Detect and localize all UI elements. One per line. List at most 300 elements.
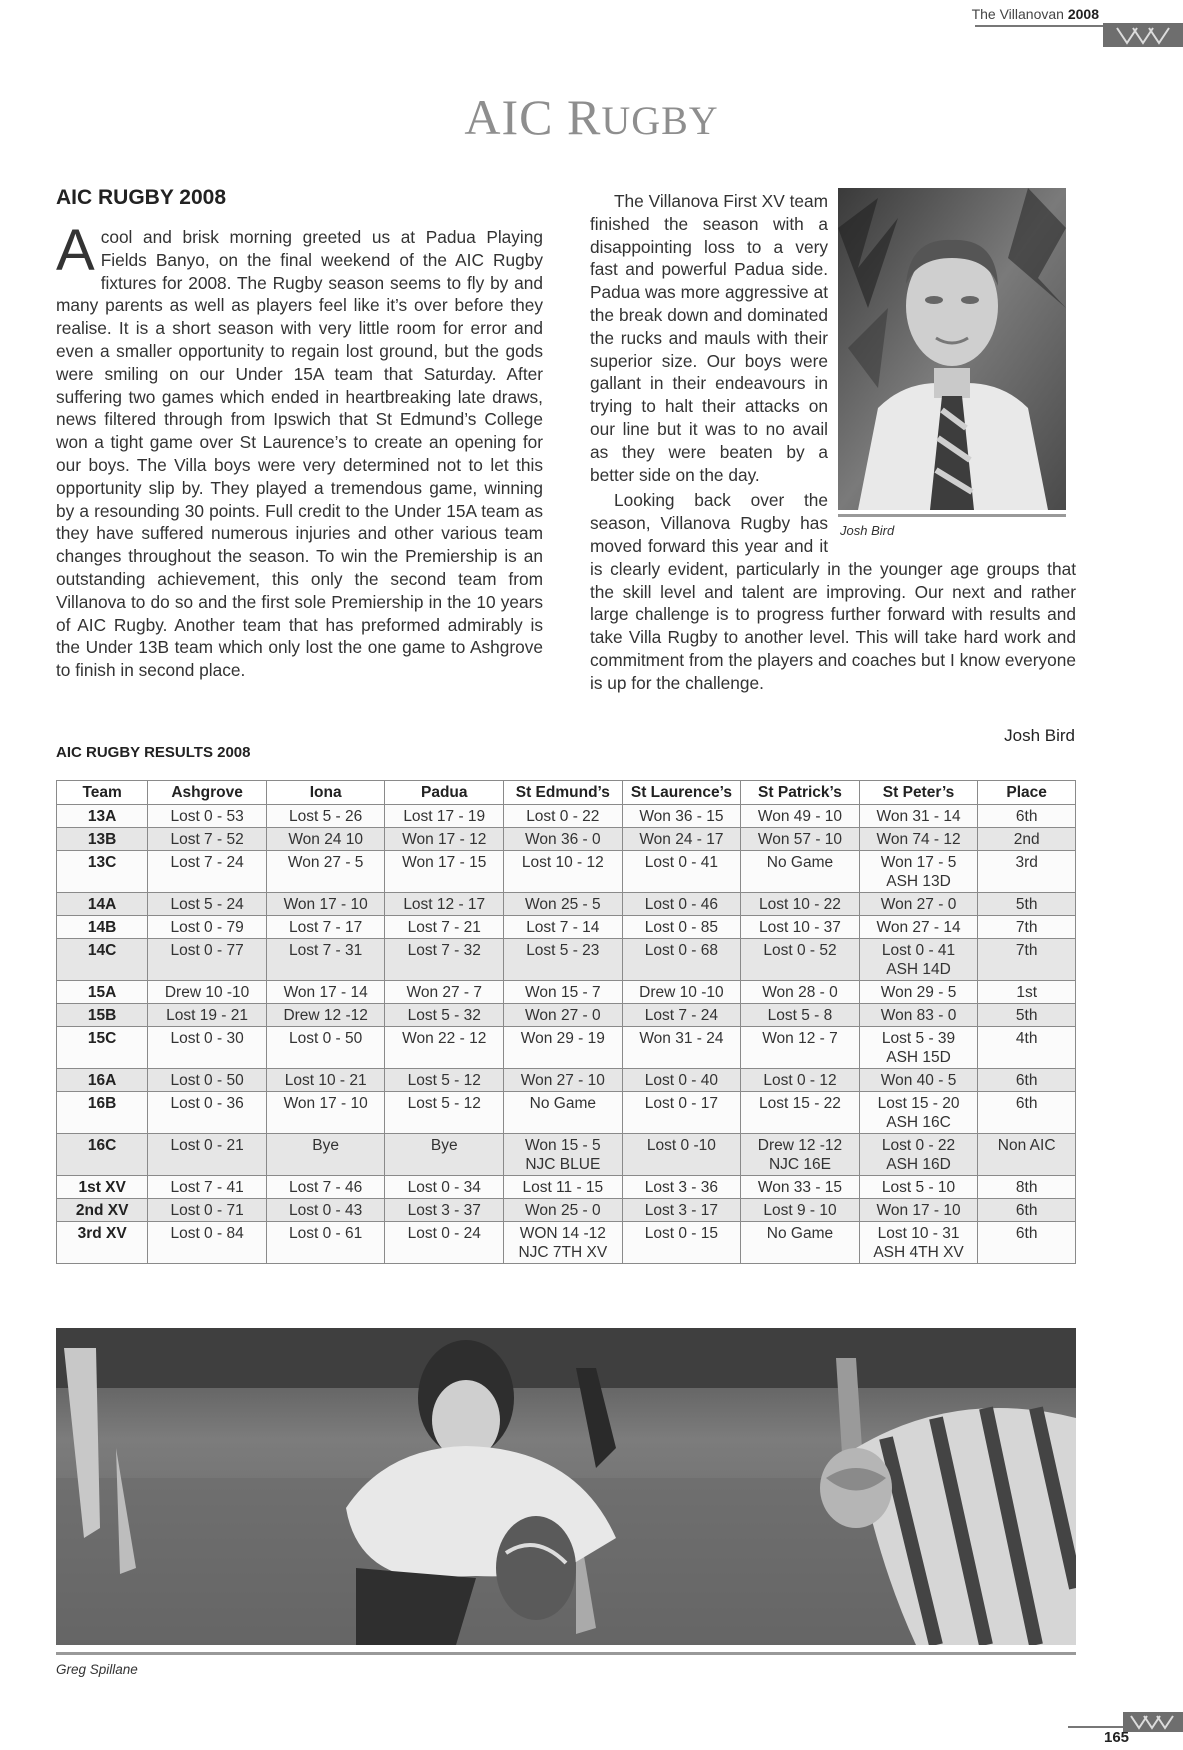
column-header: Padua	[385, 781, 504, 805]
cell-text: 15C	[87, 1030, 117, 1047]
column-header: St Edmund’s	[504, 781, 623, 805]
cell-text: Won 24 10	[288, 831, 363, 848]
title-part-aic: AIC	[464, 89, 567, 145]
results-row	[57, 1199, 1076, 1222]
cell-text: Won 29 - 19	[520, 1030, 605, 1047]
cell-text: Won 22 - 12	[402, 1030, 487, 1047]
cell-text: 7th	[1015, 919, 1038, 936]
cell-text: Won 36 - 15	[639, 808, 724, 825]
column-header: St Patrick’s	[741, 781, 860, 805]
cell-text: 2nd XV	[75, 1202, 129, 1219]
cell-text: Lost 0 - 15	[644, 1225, 719, 1242]
result-cell	[622, 1222, 741, 1264]
publication-year: 2008	[1067, 6, 1099, 22]
cell-text: Won 28 - 0	[762, 984, 838, 1001]
result-cell	[504, 939, 623, 981]
result-cell	[504, 893, 623, 916]
result-cell	[385, 1027, 504, 1069]
cell-text: Lost 0 - 50	[289, 1030, 363, 1047]
place-cell	[978, 1092, 1076, 1134]
drop-cap: A	[56, 218, 95, 283]
result-cell	[504, 805, 623, 828]
cell-text: Won 17 - 12	[402, 831, 487, 848]
result-cell	[622, 1027, 741, 1069]
result-cell	[148, 851, 267, 893]
results-row	[57, 1069, 1076, 1092]
cell-text: 1st XV	[78, 1179, 126, 1196]
results-row	[57, 916, 1076, 939]
result-cell	[859, 828, 978, 851]
cell-text: 13B	[87, 831, 117, 848]
result-cell	[266, 805, 385, 828]
result-cell	[859, 805, 978, 828]
place-cell	[978, 1176, 1076, 1199]
result-cell	[741, 1092, 860, 1134]
cell-text: Lost 0 - 61	[289, 1225, 363, 1242]
page-title	[0, 88, 1183, 146]
josh-bird-portrait	[838, 188, 1066, 510]
cell-text: Won 36 - 0	[525, 831, 601, 848]
cell-text: Won 17 - 10	[283, 896, 368, 913]
result-cell	[504, 981, 623, 1004]
cell-text: 15A	[87, 984, 117, 1001]
result-cell	[741, 851, 860, 893]
publication-name: The Villanovan	[971, 6, 1064, 22]
cell-text: Lost 5 - 12	[407, 1095, 481, 1112]
result-cell	[622, 851, 741, 893]
cell-text: Lost 0 - 41	[881, 942, 956, 959]
cell-text: Lost 0 - 21	[170, 1137, 244, 1154]
results-row	[57, 1134, 1076, 1176]
result-cell	[148, 1027, 267, 1069]
cell-text: Won 29 - 5	[880, 984, 957, 1001]
column-header: St Laurence’s	[622, 781, 741, 805]
result-cell	[622, 828, 741, 851]
cell-text: 13C	[87, 854, 117, 871]
place-cell	[978, 1027, 1076, 1069]
cell-text: Drew 10 -10	[164, 984, 250, 1001]
cell-text: Lost 0 - 17	[644, 1095, 719, 1112]
cell-text: Won 27 - 0	[525, 1007, 601, 1024]
cell-text: Lost 0 - 79	[170, 919, 244, 936]
place-cell	[978, 939, 1076, 981]
result-cell	[385, 1069, 504, 1092]
result-cell	[741, 1069, 860, 1092]
result-cell	[385, 805, 504, 828]
portrait-figure	[838, 188, 1076, 538]
result-cell	[741, 1027, 860, 1069]
result-cell	[622, 1176, 741, 1199]
column-header: Place	[978, 781, 1076, 805]
cell-text: Bye	[430, 1137, 458, 1154]
results-body	[57, 805, 1076, 1264]
cell-text: Lost 7 - 41	[170, 1179, 244, 1196]
cell-text: Lost 7 - 52	[170, 831, 244, 848]
result-cell	[741, 939, 860, 981]
cell-text: Lost 0 - 40	[644, 1072, 719, 1089]
action-photo-caption: Greg Spillane	[56, 1662, 138, 1677]
cell-text: Lost 15 - 22	[759, 1095, 841, 1112]
cell-text: 2nd	[1013, 831, 1040, 848]
result-cell	[622, 981, 741, 1004]
team-cell	[57, 851, 148, 893]
cell-text: WON 14 -12	[519, 1225, 606, 1242]
result-cell	[622, 1199, 741, 1222]
result-cell	[385, 1092, 504, 1134]
team-cell	[57, 1004, 148, 1027]
team-cell	[57, 1134, 148, 1176]
result-cell	[859, 1134, 978, 1176]
cell-note: ASH 16D	[886, 1156, 951, 1173]
results-row	[57, 981, 1076, 1004]
result-cell	[859, 1004, 978, 1027]
cell-note: ASH 4TH XV	[873, 1244, 964, 1261]
cell-text: 6th	[1015, 1202, 1038, 1219]
cell-text: Lost 0 - 71	[170, 1202, 244, 1219]
cell-text: 16B	[87, 1095, 117, 1112]
cell-text: 5th	[1015, 896, 1038, 913]
cell-text: Lost 5 - 8	[767, 1007, 833, 1024]
cell-text: 14A	[87, 896, 117, 913]
result-cell	[741, 1004, 860, 1027]
cell-text: 14B	[87, 919, 117, 936]
result-cell	[859, 1069, 978, 1092]
place-cell	[978, 1222, 1076, 1264]
cell-text: Won 15 - 5	[525, 1137, 601, 1154]
cell-text: Lost 5 - 32	[407, 1007, 481, 1024]
result-cell	[504, 1092, 623, 1134]
villanova-v-icon-footer	[1123, 1712, 1183, 1732]
result-cell	[741, 805, 860, 828]
result-cell	[148, 1069, 267, 1092]
cell-text: Won 27 - 0	[880, 896, 957, 913]
cell-text: Lost 7 - 24	[644, 1007, 719, 1024]
cell-text: Lost 7 - 32	[407, 942, 481, 959]
action-photo-rule	[56, 1652, 1076, 1655]
cell-text: Won 57 - 10	[757, 831, 843, 848]
cell-text: 3rd	[1015, 854, 1038, 871]
result-cell	[859, 916, 978, 939]
result-cell	[622, 939, 741, 981]
cell-text: 6th	[1015, 1095, 1038, 1112]
result-cell	[148, 939, 267, 981]
villanova-v-icon	[1103, 23, 1183, 47]
team-cell	[57, 1069, 148, 1092]
first-xv-paragraph: The Villanova First XV team finished the season with a disappointing loss to a very fast and powerful Padua side. Padua was more aggressive at the break down and dominated the rucks and mauls with their superior size. Our boys were gallant in their endeavours in trying to halt their attacks on our line but it was to no avail as they were beaten by a better side on the day.	[590, 191, 828, 485]
team-cell	[57, 939, 148, 981]
cell-text: Lost 10 - 21	[284, 1072, 367, 1089]
cell-text: Drew 10 -10	[639, 984, 724, 1001]
cell-text: 13A	[87, 808, 117, 825]
result-cell	[622, 805, 741, 828]
cell-text: Won 27 - 7	[406, 984, 483, 1001]
cell-text: Lost 0 -10	[646, 1137, 716, 1154]
result-cell	[148, 828, 267, 851]
result-cell	[385, 1199, 504, 1222]
page-number: 165	[1104, 1729, 1130, 1746]
cell-text: 6th	[1015, 1072, 1038, 1089]
cell-text: Lost 0 - 53	[170, 808, 244, 825]
result-cell	[741, 1176, 860, 1199]
place-cell	[978, 828, 1076, 851]
cell-text: Lost 5 - 26	[289, 808, 363, 825]
result-cell	[385, 1222, 504, 1264]
results-row	[57, 1004, 1076, 1027]
right-column-text	[590, 190, 1076, 695]
place-cell	[978, 805, 1076, 828]
cell-text: Won 17 - 15	[402, 854, 487, 871]
result-cell	[148, 1176, 267, 1199]
cell-text: Lost 7 - 24	[170, 854, 244, 871]
results-row	[57, 893, 1076, 916]
result-cell	[266, 893, 385, 916]
cell-text: Lost 0 - 41	[644, 854, 719, 871]
cell-text: Won 31 - 14	[876, 808, 961, 825]
result-cell	[504, 1222, 623, 1264]
cell-text: 7th	[1015, 942, 1038, 959]
cell-text: Lost 0 - 68	[644, 942, 719, 959]
column-header: Ashgrove	[148, 781, 267, 805]
cell-text: 1st	[1016, 984, 1038, 1001]
cell-text: Won 17 - 10	[876, 1202, 961, 1219]
result-cell	[859, 1222, 978, 1264]
result-cell	[385, 893, 504, 916]
cell-text: Won 31 - 24	[639, 1030, 724, 1047]
result-cell	[385, 981, 504, 1004]
cell-text: Won 24 - 17	[639, 831, 724, 848]
cell-text: No Game	[529, 1095, 596, 1112]
cell-text: 4th	[1015, 1030, 1038, 1047]
cell-text: Lost 5 - 12	[407, 1072, 481, 1089]
results-heading: AIC RUGBY RESULTS 2008	[56, 744, 251, 761]
result-cell	[385, 916, 504, 939]
result-cell	[148, 1004, 267, 1027]
cell-text: Lost 0 - 34	[407, 1179, 481, 1196]
section-title: AIC RUGBY 2008	[56, 186, 227, 209]
result-cell	[859, 1092, 978, 1134]
results-table	[56, 780, 1076, 1264]
result-cell	[859, 1176, 978, 1199]
results-row	[57, 1092, 1076, 1134]
cell-text: Lost 5 - 39	[881, 1030, 956, 1047]
title-rest: UGBY	[601, 98, 719, 143]
result-cell	[741, 1199, 860, 1222]
cell-text: Won 17 - 5	[880, 854, 957, 871]
result-cell	[504, 1134, 623, 1176]
cell-note: ASH 16C	[886, 1114, 951, 1131]
cell-text: 8th	[1015, 1179, 1038, 1196]
cell-text: Lost 7 - 31	[289, 942, 363, 959]
cell-note: NJC BLUE	[525, 1156, 601, 1173]
cell-text: Lost 10 - 12	[521, 854, 604, 871]
result-cell	[504, 1027, 623, 1069]
cell-text: Won 27 - 5	[287, 854, 364, 871]
result-cell	[741, 1134, 860, 1176]
result-cell	[266, 851, 385, 893]
result-cell	[741, 893, 860, 916]
results-row	[57, 1176, 1076, 1199]
cell-text: Lost 0 - 50	[170, 1072, 244, 1089]
cell-note: ASH 15D	[886, 1049, 951, 1066]
cell-text: Drew 12 -12	[283, 1007, 368, 1024]
cell-text: Lost 11 - 15	[522, 1179, 604, 1196]
cell-text: Won 17 - 10	[283, 1095, 368, 1112]
column-header: Team	[57, 781, 148, 805]
team-cell	[57, 1199, 148, 1222]
result-cell	[504, 1176, 623, 1199]
cell-text: Lost 17 - 19	[403, 808, 486, 825]
cell-text: 16C	[87, 1137, 117, 1154]
cell-text: Lost 0 - 52	[763, 942, 837, 959]
looking-back-paragraph: Looking back over the season, Villanova Rugby has moved forward this year and it is clearly evident, particularly in the younger age groups that the skill level and talent are improving. Our next and rather large challenge is to progress further forward with results and take Villa Rugby to another level. This will take hard work and commitment from the players and coaches but I know everyone is up for the challenge.	[590, 490, 1076, 693]
cell-note: ASH 14D	[886, 961, 951, 978]
result-cell	[622, 1134, 741, 1176]
results-row	[57, 1222, 1076, 1264]
team-cell	[57, 828, 148, 851]
team-cell	[57, 1027, 148, 1069]
cell-text: Lost 0 - 85	[644, 919, 719, 936]
result-cell	[266, 1069, 385, 1092]
header-rule	[975, 25, 1103, 27]
result-cell	[148, 893, 267, 916]
team-cell	[57, 805, 148, 828]
cell-text: Lost 3 - 37	[407, 1202, 481, 1219]
column-header: Iona	[266, 781, 385, 805]
result-cell	[266, 1176, 385, 1199]
result-cell	[622, 916, 741, 939]
place-cell	[978, 981, 1076, 1004]
team-cell	[57, 1222, 148, 1264]
place-cell	[978, 1199, 1076, 1222]
cell-text: Won 27 - 14	[876, 919, 961, 936]
cell-text: No Game	[766, 854, 834, 871]
results-row	[57, 828, 1076, 851]
cell-text: Bye	[312, 1137, 340, 1154]
result-cell	[266, 939, 385, 981]
cell-note: ASH 13D	[886, 873, 951, 890]
cell-text: Won 40 - 5	[880, 1072, 957, 1089]
result-cell	[385, 1004, 504, 1027]
cell-text: 6th	[1015, 1225, 1038, 1242]
result-cell	[622, 1069, 741, 1092]
cell-text: 5th	[1015, 1007, 1038, 1024]
result-cell	[148, 1222, 267, 1264]
result-cell	[266, 1199, 385, 1222]
result-cell	[266, 828, 385, 851]
cell-text: Lost 5 - 10	[881, 1179, 956, 1196]
result-cell	[385, 939, 504, 981]
results-row	[57, 851, 1076, 893]
cell-text: Won 27 - 10	[520, 1072, 605, 1089]
portrait-caption: Josh Bird	[840, 523, 895, 538]
rugby-action-photo	[56, 1328, 1076, 1645]
result-cell	[741, 916, 860, 939]
cell-text: Won 74 - 12	[876, 831, 961, 848]
place-cell	[978, 1134, 1076, 1176]
result-cell	[385, 851, 504, 893]
result-cell	[148, 805, 267, 828]
cell-text: Lost 10 - 37	[759, 919, 841, 936]
cell-text: Lost 3 - 36	[644, 1179, 719, 1196]
result-cell	[148, 916, 267, 939]
result-cell	[266, 1134, 385, 1176]
result-cell	[859, 851, 978, 893]
result-cell	[859, 893, 978, 916]
result-cell	[266, 1092, 385, 1134]
cell-text: Lost 5 - 24	[170, 896, 244, 913]
cell-text: Lost 19 - 21	[166, 1007, 249, 1024]
cell-text: Lost 0 - 30	[170, 1030, 244, 1047]
cell-text: 3rd XV	[77, 1225, 127, 1242]
result-cell	[504, 851, 623, 893]
cell-text: Lost 7 - 21	[407, 919, 481, 936]
cell-text: Lost 10 - 22	[759, 896, 841, 913]
cell-text: Lost 0 - 36	[170, 1095, 244, 1112]
header-tab	[1103, 23, 1183, 47]
running-header	[972, 6, 1099, 22]
results-header-row	[57, 781, 1076, 805]
cell-text: Won 25 - 0	[525, 1202, 601, 1219]
cell-text: Lost 0 - 77	[170, 942, 244, 959]
cell-text: Lost 7 - 46	[289, 1179, 363, 1196]
result-cell	[504, 828, 623, 851]
cell-text: Lost 12 - 17	[403, 896, 486, 913]
footer-rule	[1068, 1726, 1128, 1728]
result-cell	[148, 1092, 267, 1134]
result-cell	[266, 981, 385, 1004]
cell-text: Won 33 - 15	[757, 1179, 843, 1196]
place-cell	[978, 1004, 1076, 1027]
cell-text: Lost 5 - 23	[526, 942, 600, 959]
cell-text: Lost 0 - 22	[526, 808, 600, 825]
left-column-text	[56, 218, 543, 682]
cell-text: Lost 0 - 43	[289, 1202, 363, 1219]
cell-text: 16A	[87, 1072, 117, 1089]
result-cell	[385, 1134, 504, 1176]
result-cell	[504, 1004, 623, 1027]
result-cell	[741, 828, 860, 851]
results-row	[57, 1027, 1076, 1069]
team-cell	[57, 916, 148, 939]
footer-tab	[1123, 1712, 1183, 1732]
cell-text: Won 83 - 0	[880, 1007, 957, 1024]
place-cell	[978, 1069, 1076, 1092]
team-cell	[57, 893, 148, 916]
cell-text: 15B	[87, 1007, 117, 1024]
cell-text: Lost 0 - 24	[407, 1225, 481, 1242]
result-cell	[148, 1199, 267, 1222]
cell-text: Lost 7 - 14	[526, 919, 600, 936]
result-cell	[859, 981, 978, 1004]
team-cell	[57, 1176, 148, 1199]
cell-text: No Game	[766, 1225, 834, 1242]
cell-note: NJC 16E	[768, 1156, 831, 1173]
result-cell	[504, 1199, 623, 1222]
result-cell	[859, 1027, 978, 1069]
byline: Josh Bird	[1004, 726, 1075, 745]
cell-text: Lost 3 - 17	[644, 1202, 719, 1219]
result-cell	[385, 1176, 504, 1199]
results-row	[57, 939, 1076, 981]
result-cell	[148, 1134, 267, 1176]
title-initial: R	[566, 89, 602, 145]
result-cell	[622, 1004, 741, 1027]
result-cell	[504, 1069, 623, 1092]
cell-text: Lost 0 - 84	[170, 1225, 244, 1242]
cell-text: Won 17 - 14	[283, 984, 368, 1001]
result-cell	[266, 1222, 385, 1264]
cell-text: Non AIC	[997, 1137, 1056, 1154]
